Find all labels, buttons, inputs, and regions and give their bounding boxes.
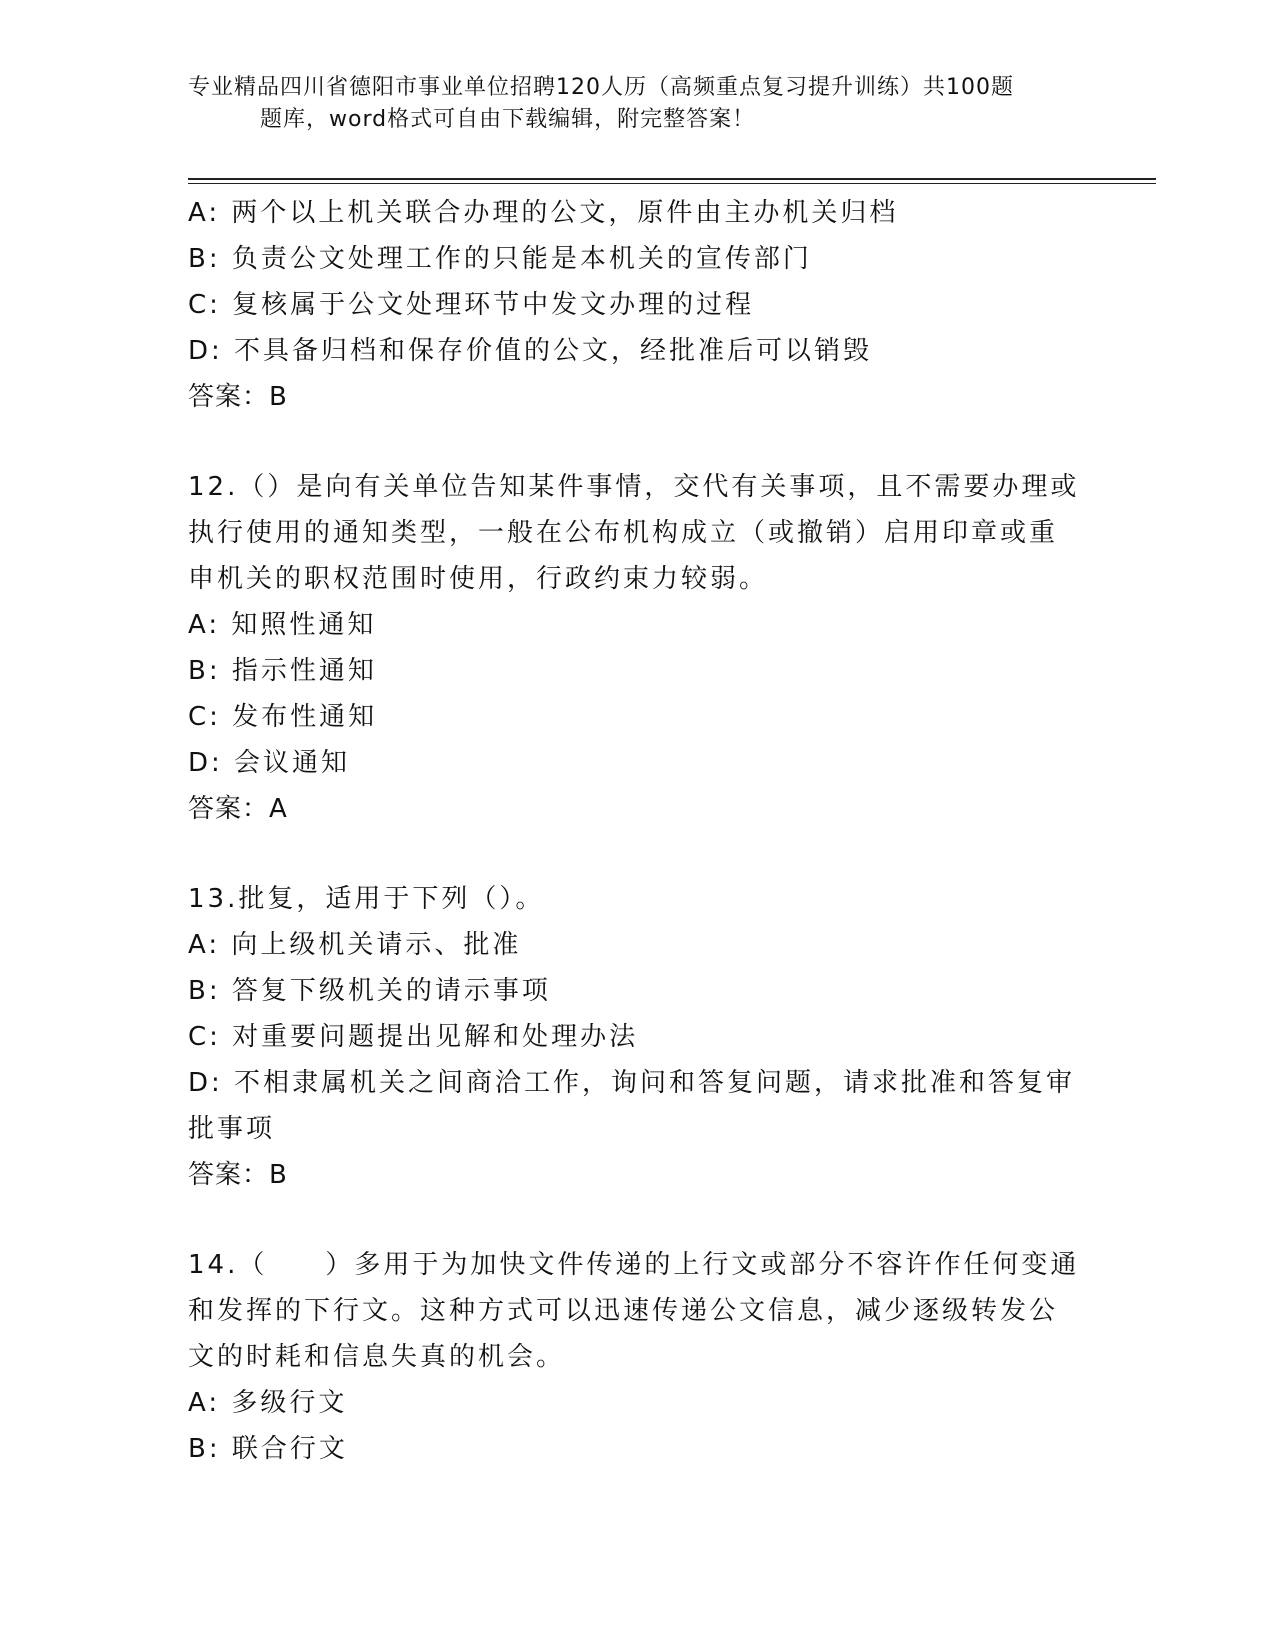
header-line-1: 专业精品四川省德阳市事业单位招聘120人历（高频重点复习提升训练）共100题 — [188, 75, 1014, 100]
answer-option: 批事项 — [188, 1114, 276, 1144]
answer-option: C: 对重要问题提出见解和处理办法 — [188, 1022, 639, 1052]
block-spacer — [188, 832, 1088, 876]
question-stem-line: 执行使用的通知类型，一般在公布机构成立（或撤销）启用印章或重 — [188, 518, 1059, 548]
question-block — [188, 876, 1088, 1198]
question-stem-line: 和发挥的下行文。这种方式可以迅速传递公文信息，减少逐级转发公 — [188, 1296, 1059, 1326]
answer-option: D: 不相隶属机关之间商洽工作，询问和答复问题，请求批准和答复审 — [188, 1068, 1076, 1098]
answer-option: A: 知照性通知 — [188, 610, 377, 640]
page-header — [188, 72, 1088, 136]
header-rule-thin — [188, 183, 1156, 184]
answer-key: 答案：A — [188, 794, 288, 824]
question-list — [188, 190, 1088, 1472]
question-stem-line: 申机关的职权范围时使用，行政约束力较弱。 — [188, 564, 769, 594]
answer-option: B: 答复下级机关的请示事项 — [188, 976, 551, 1006]
header-rule-thick — [188, 178, 1156, 180]
question-block — [188, 1242, 1088, 1472]
question-block — [188, 464, 1088, 832]
answer-option: B: 指示性通知 — [188, 656, 377, 686]
question-stem-line: 13.批复，适用于下列（）。 — [188, 884, 545, 914]
question-block — [188, 190, 1088, 420]
answer-option: D: 不具备归档和保存价值的公文，经批准后可以销毁 — [188, 336, 873, 366]
block-spacer — [188, 420, 1088, 464]
question-stem-line: 14.（ ）多用于为加快文件传递的上行文或部分不容许作任何变通 — [188, 1250, 1080, 1280]
answer-option: C: 复核属于公文处理环节中发文办理的过程 — [188, 290, 755, 320]
answer-option: A: 两个以上机关联合办理的公文，原件由主办机关归档 — [188, 198, 899, 228]
answer-option: B: 联合行文 — [188, 1434, 348, 1464]
answer-option: C: 发布性通知 — [188, 702, 378, 732]
answer-option: A: 向上级机关请示、批准 — [188, 930, 522, 960]
question-stem-line: 文的时耗和信息失真的机会。 — [188, 1342, 566, 1372]
answer-key: 答案：B — [188, 1160, 288, 1190]
question-stem-line: 12.（）是向有关单位告知某件事情，交代有关事项，且不需要办理或 — [188, 472, 1080, 502]
answer-option: A: 多级行文 — [188, 1388, 348, 1418]
answer-option: B: 负责公文处理工作的只能是本机关的宣传部门 — [188, 244, 812, 274]
answer-option: D: 会议通知 — [188, 748, 351, 778]
header-line-2: 题库，word格式可自由下载编辑，附完整答案！ — [260, 107, 756, 132]
answer-key: 答案：B — [188, 382, 288, 412]
block-spacer — [188, 1198, 1088, 1242]
